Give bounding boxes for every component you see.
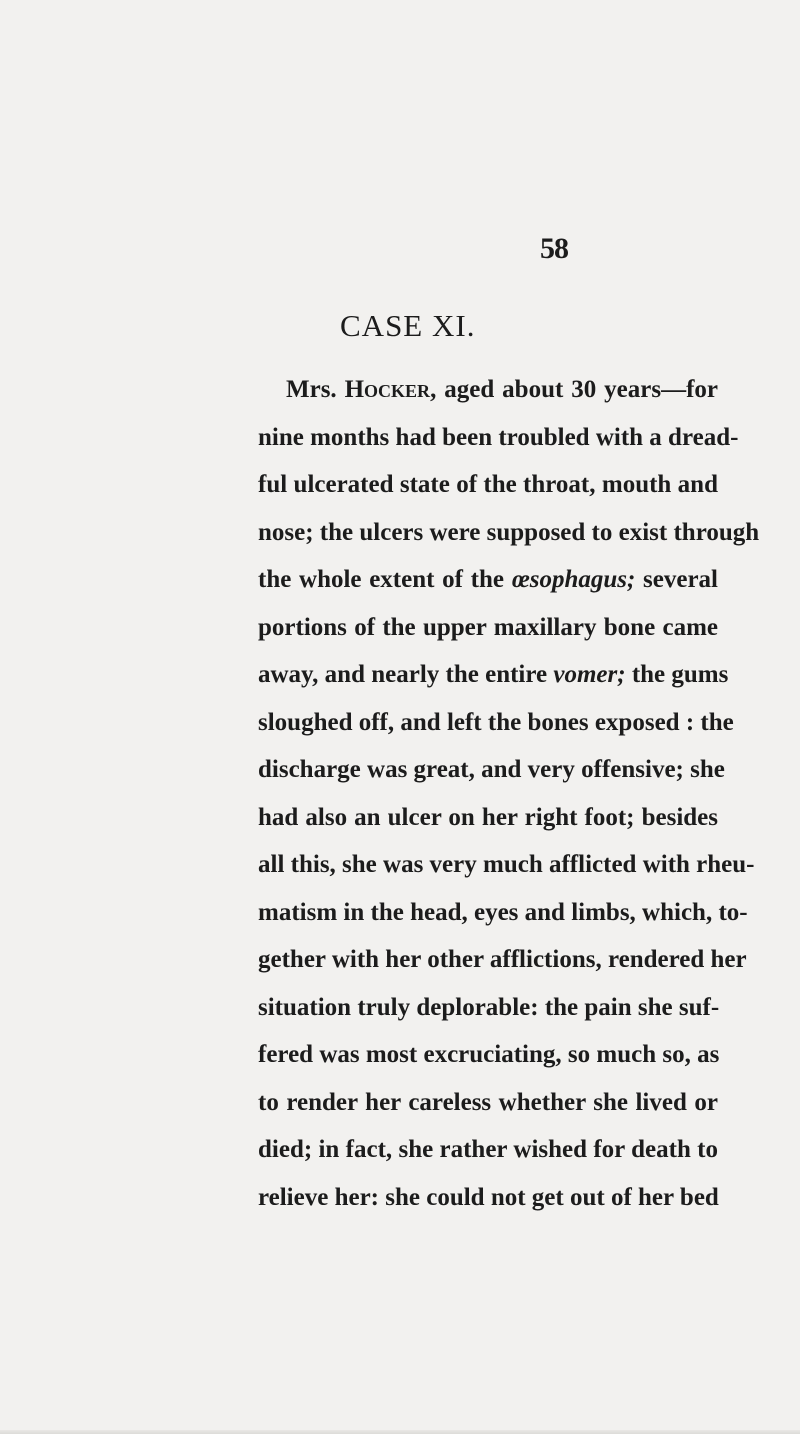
line-prefix: Mrs. [286,376,345,403]
text-line [258,366,718,414]
page-bottom-edge [0,1430,800,1434]
line-before: away, and nearly the entire [258,661,554,688]
text-line: situation truly deplorable: the pain she suf- [258,993,720,1021]
text-line: portions of the upper maxillary bone came [258,613,718,641]
patient-name: Hocker [344,376,431,403]
line-rest: , aged about 30 years—for [430,376,719,403]
text-line: fered was most excruciating, so much so, as [258,1041,720,1068]
text-line: ful ulcerated state of the throat, mouth and [258,471,718,498]
text-line: gether with her other afflictions, rendered her [258,946,747,973]
page-number: 58 [540,232,568,265]
text-line: discharge was great, and very offensive; she [258,756,725,783]
italic-term: vomer; [553,661,626,688]
text-line: matism in the head, eyes and limbs, which, to- [258,898,748,926]
italic-term: œsophagus; [511,566,636,593]
line-after: several [635,566,718,593]
text-line: died; in fact, she rather wished for death to [258,1136,718,1163]
text-line: nine months had been troubled with a dread- [258,423,739,451]
line-before: the whole extent of the [258,566,512,593]
text-line [258,556,718,604]
text-line: relieve her: she could not get out of her bed [258,1183,719,1211]
text-line: sloughed off, and left the bones exposed : the [258,708,734,736]
text-line: nose; the ulcers were supposed to exist through [258,518,760,546]
text-line: all this, she was very much afflicted with rheu- [258,851,755,878]
text-line [258,651,729,699]
line-after: the gums [625,661,729,688]
case-heading: CASE XI. [340,308,476,343]
body-paragraph [258,366,760,1221]
text-line: to render her careless whether she lived or [258,1088,718,1116]
text-line: had also an ulcer on her right foot; besides [258,803,718,831]
